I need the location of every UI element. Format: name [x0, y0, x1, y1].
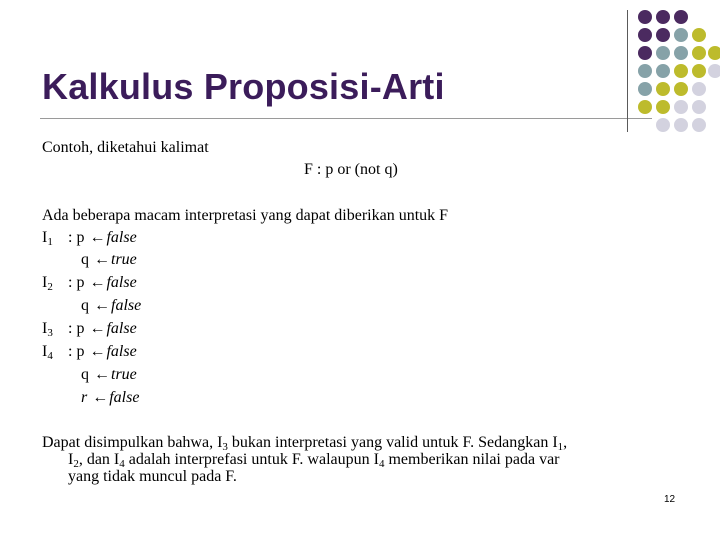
left-arrow-icon: ← — [94, 297, 110, 314]
conclusion-line: yang tidak muncul pada F. — [68, 468, 237, 485]
interpretation-row: q ←true — [81, 251, 137, 268]
decor-dot — [656, 100, 670, 114]
interpretation-label: $I_4$ — [42, 343, 53, 362]
interpretation-label: $I_2$ — [42, 274, 53, 293]
left-arrow-icon: ← — [89, 320, 106, 337]
decor-dot — [674, 82, 688, 96]
decor-dot — [638, 10, 652, 24]
decor-dot — [656, 46, 670, 60]
formula-text: F : p or (not q) — [304, 161, 398, 178]
decor-dot — [692, 100, 706, 114]
decor-dot — [692, 28, 706, 42]
decor-dot — [656, 10, 670, 24]
decor-dot — [638, 46, 652, 60]
interpretation-row: : p ←false — [68, 320, 137, 337]
decor-dot — [674, 28, 688, 42]
left-arrow-icon: ← — [89, 343, 106, 360]
decor-dot — [656, 28, 670, 42]
decor-dot — [692, 46, 706, 60]
decor-dot — [674, 118, 688, 132]
conclusion-line: $I_2$, dan $I_4$ adalah interprefasi untuk F. walaupun $I_4$ memberikan nilai pada var — [68, 451, 560, 470]
decor-dot — [656, 64, 670, 78]
interpretation-label: $I_1$ — [42, 229, 53, 248]
slide-title: Kalkulus Proposisi-Arti — [42, 66, 445, 107]
left-arrow-icon: ← — [92, 389, 109, 406]
decor-dot — [692, 82, 706, 96]
conclusion-line: Dapat disimpulkan bahwa, $I_3$ bukan interpretasi yang valid untuk F. Sedangkan $I_1$, — [42, 434, 568, 453]
decor-dot — [638, 82, 652, 96]
interpretation-row: q ←true — [81, 366, 137, 383]
interpretation-row: : p ←false — [68, 274, 137, 291]
decor-dot — [638, 100, 652, 114]
left-arrow-icon: ← — [94, 366, 110, 383]
interpretation-row: : p ←false — [68, 229, 137, 246]
interpretation-row: q ←false — [81, 297, 142, 314]
decor-dot — [708, 46, 720, 60]
interpretation-label: $I_3$ — [42, 320, 53, 339]
decor-dot — [674, 10, 688, 24]
decor-dot — [656, 82, 670, 96]
decor-dot — [674, 100, 688, 114]
decor-vertical-line — [627, 10, 628, 132]
left-arrow-icon: ← — [89, 274, 106, 291]
decor-dot — [692, 118, 706, 132]
intro-text: Contoh, diketahui kalimat — [42, 139, 209, 156]
interpretation-row: : p ←false — [68, 343, 137, 360]
decor-dot — [656, 118, 670, 132]
conclusion-paragraph — [42, 434, 682, 485]
decor-dot — [638, 28, 652, 42]
decor-dot — [692, 64, 706, 78]
left-arrow-icon: ← — [89, 229, 106, 246]
left-arrow-icon: ← — [94, 251, 110, 268]
decor-dot — [708, 64, 720, 78]
decor-dot — [674, 46, 688, 60]
page-number: 12 — [664, 494, 676, 505]
title-underline — [40, 118, 652, 119]
decor-dot — [674, 64, 688, 78]
lead-text: Ada beberapa macam interpretasi yang dapat diberikan untuk F — [42, 207, 449, 224]
decor-dot — [638, 64, 652, 78]
interpretation-row: r ←false — [81, 389, 140, 406]
